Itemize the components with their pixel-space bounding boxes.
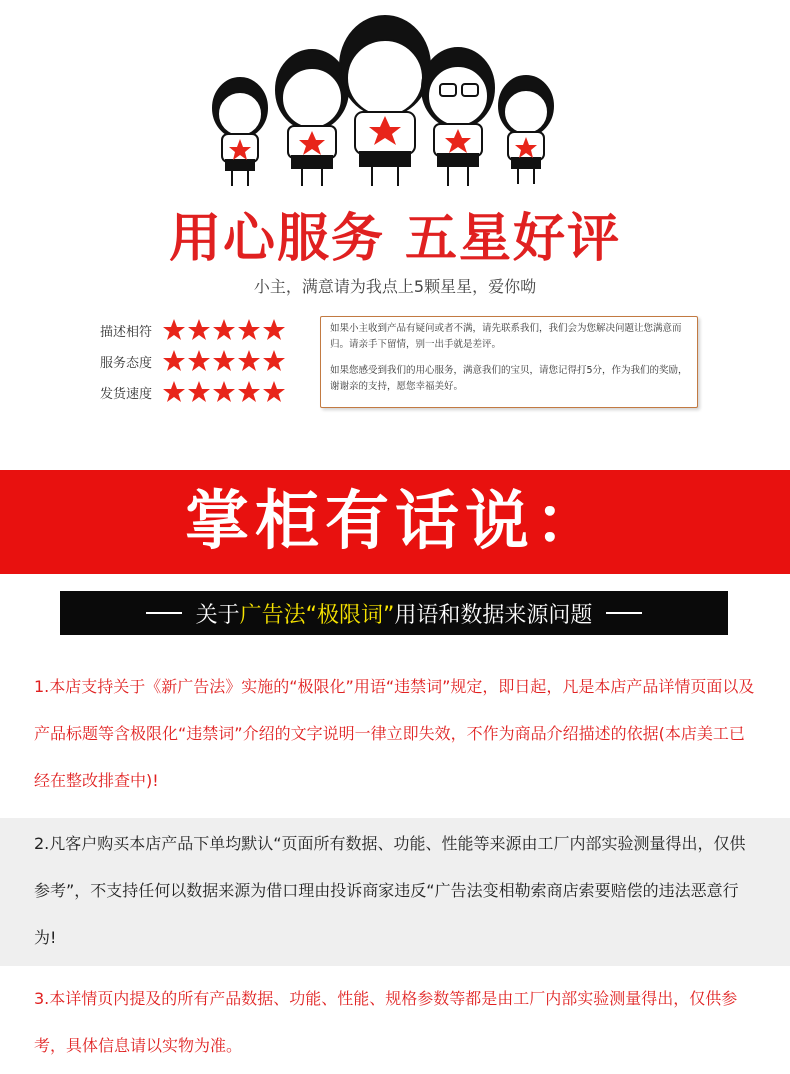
star-icon: [162, 349, 186, 373]
subtitle-part: 用语和数据来源问题: [394, 602, 593, 628]
comment-paragraph: 如果您感受到我们的用心服务，满意我们的宝贝，请您记得打5分，作为我们的奖励，谢谢亲的支持，愿您幸福美好。: [330, 365, 688, 392]
subtitle-highlight: 广告法: [239, 602, 306, 628]
star-icon: [262, 349, 286, 373]
subtitle-highlight: “极限词”: [305, 602, 395, 628]
star-icon: [212, 349, 236, 373]
dash-decoration: [146, 612, 182, 614]
star-icon: [212, 380, 236, 404]
notice-3: 3.本详情页内提及的所有产品数据、功能、性能、规格参数等都是由工厂内部实验测量得出，仅供参考，具体信息请以实物为准。: [34, 989, 738, 1055]
comment-paragraph: 如果小主收到产品有疑问或者不满，请先联系我们，我们会为您解决问题让您满意而归。请亲手下留情，别一出手就是差评。: [330, 323, 682, 350]
notice-1: 1.本店支持关于《新广告法》实施的“极限化”用语“违禁词”规定，即日起，凡是本店产品详情页面以及产品标题等含极限化“违禁词”介绍的文字说明一律立即失效，不作为商品介绍描述的依据(本店美工已经在整改排查中)!: [34, 677, 755, 790]
subtitle-part: 关于: [195, 602, 240, 628]
comment-box: [320, 316, 698, 408]
headline: 用心服务 五星好评: [168, 208, 622, 269]
rating-row: [100, 377, 286, 407]
cartoon-child-1: [213, 78, 267, 186]
star-icon: [162, 318, 186, 342]
cartoon-family-illustration: [200, 8, 570, 198]
dash-decoration: [606, 612, 642, 614]
star-icon: [187, 380, 211, 404]
star-icon: [237, 318, 261, 342]
banner-title: 掌柜有话说：: [0, 470, 790, 574]
star-icon: [212, 318, 236, 342]
subline: 小主，满意请为我点上5颗星星，爱你呦: [253, 277, 537, 296]
star-icon: [262, 318, 286, 342]
cartoon-mother: [422, 48, 494, 186]
star-rating: [162, 380, 286, 404]
rating-label: 发货速度: [100, 386, 153, 402]
star-icon: [237, 349, 261, 373]
star-icon: [237, 380, 261, 404]
cartoon-child-2: [276, 50, 348, 186]
star-icon: [162, 380, 186, 404]
subtitle-text: [196, 598, 593, 629]
subtitle-bar: [60, 591, 728, 635]
rating-row: [100, 315, 286, 345]
cartoon-father: [340, 16, 430, 186]
notice-2: 2.凡客户购买本店产品下单均默认“页面所有数据、功能、性能等来源由工厂内部实验测量得出，仅供参考”，不支持任何以数据来源为借口理由投诉商家违反“广告法变相勒索商店索要赔偿的违法恶意行为!: [0, 818, 790, 966]
cartoon-child-3: [499, 76, 553, 184]
star-icon: [187, 318, 211, 342]
star-icon: [187, 349, 211, 373]
star-icon: [262, 380, 286, 404]
rating-label: 服务态度: [100, 355, 153, 371]
star-rating: [162, 349, 286, 373]
star-rating: [162, 318, 286, 342]
rating-row: [100, 346, 286, 376]
rating-label: 描述相符: [100, 324, 153, 340]
